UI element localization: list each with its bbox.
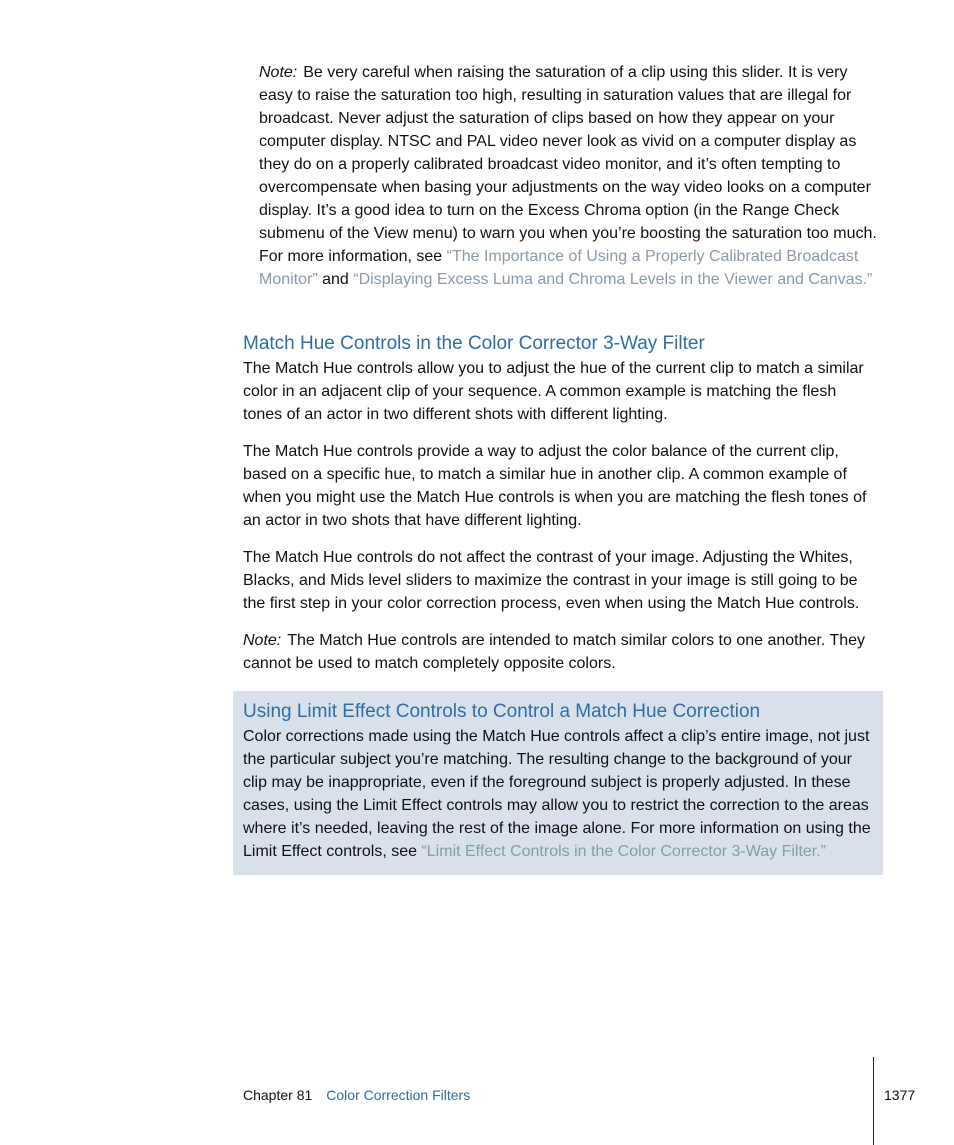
footer-chapter-title[interactable]: Color Correction Filters: [326, 1087, 471, 1103]
note-text: The Match Hue controls are intended to match similar colors to one another. They cannot be used to match completely opposite colors.: [243, 632, 866, 672]
sidebar-content: [243, 700, 877, 877]
note-label: Note:: [243, 632, 282, 649]
note-label: Note:: [259, 64, 298, 81]
page-number: 1377: [884, 1087, 916, 1103]
section-heading: Match Hue Controls in the Color Corrector 3-Way Filter: [243, 333, 705, 354]
limit-effect-sidebar: [233, 691, 883, 875]
match-hue-note: [243, 629, 877, 675]
paragraph-2: The Match Hue controls provide a way to adjust the color balance of the current clip, based on a specific hue, to match a similar hue in another clip. A common example of when you might use the Match Hue controls is when you are matching the flesh tones of an actor in two shots that have different lighting.: [243, 443, 867, 529]
paragraph-1: The Match Hue controls allow you to adjust the hue of the current clip to match a similar color in an adjacent clip of your sequence. A common example is matching the flesh tones of an actor in two different shots with different lighting.: [243, 360, 864, 423]
sidebar-text: Color corrections made using the Match Hue controls affect a clip’s entire image, not just the particular subject you’re matching. The resulting change to the background of your clip may be inappropriate, even if the foreground subject is properly adjusted. In these cases, using the Limit Effect controls may allow you to restrict the correction to the areas where it’s needed, leaving the rest of the image alone. For more information on using the Limit Effect controls, see: [243, 728, 871, 860]
saturation-note: [259, 61, 877, 291]
link-limit-effect-controls[interactable]: “Limit Effect Controls in the Color Corrector 3-Way Filter.”: [421, 843, 827, 860]
note-and: and: [317, 271, 354, 288]
note-text: Be very careful when raising the saturation of a clip using this slider. It is very easy to raise the saturation too high, resulting in saturation values that are illegal for broadcast. Never adjust the saturation of clips based on how they appear on your computer display. NTSC and PAL video never look as vivid on a computer display as they do on a properly calibrated broadcast video monitor, and it’s often tempting to overcompensate when basing your adjustments on the way video looks on a computer display. It’s a good idea to turn on the Excess Chroma option (in the Range Check submenu of the View menu) to warn you when you’re boosting the saturation too much. For more information, see: [259, 64, 877, 265]
paragraph-3: The Match Hue controls do not affect the contrast of your image. Adjusting the Whites, Blacks, and Mids level sliders to maximize the contrast in your image is still going to be the first step in your color correction process, even when using the Match Hue controls.: [243, 549, 860, 612]
page-footer: [243, 1086, 470, 1104]
footer-divider: [873, 1057, 874, 1145]
footer-chapter: Chapter 81: [243, 1087, 313, 1103]
link-displaying-excess-luma[interactable]: “Displaying Excess Luma and Chroma Levels in the Viewer and Canvas.”: [353, 271, 873, 288]
sidebar-heading: Using Limit Effect Controls to Control a Match Hue Correction: [243, 701, 761, 722]
link-calibrated-broadcast-monitor[interactable]: “The Importance of Using a Properly Calibrated Broadcast Monitor”: [259, 248, 859, 288]
sidebar-paragraph: [243, 725, 877, 863]
match-hue-section: [243, 332, 877, 689]
